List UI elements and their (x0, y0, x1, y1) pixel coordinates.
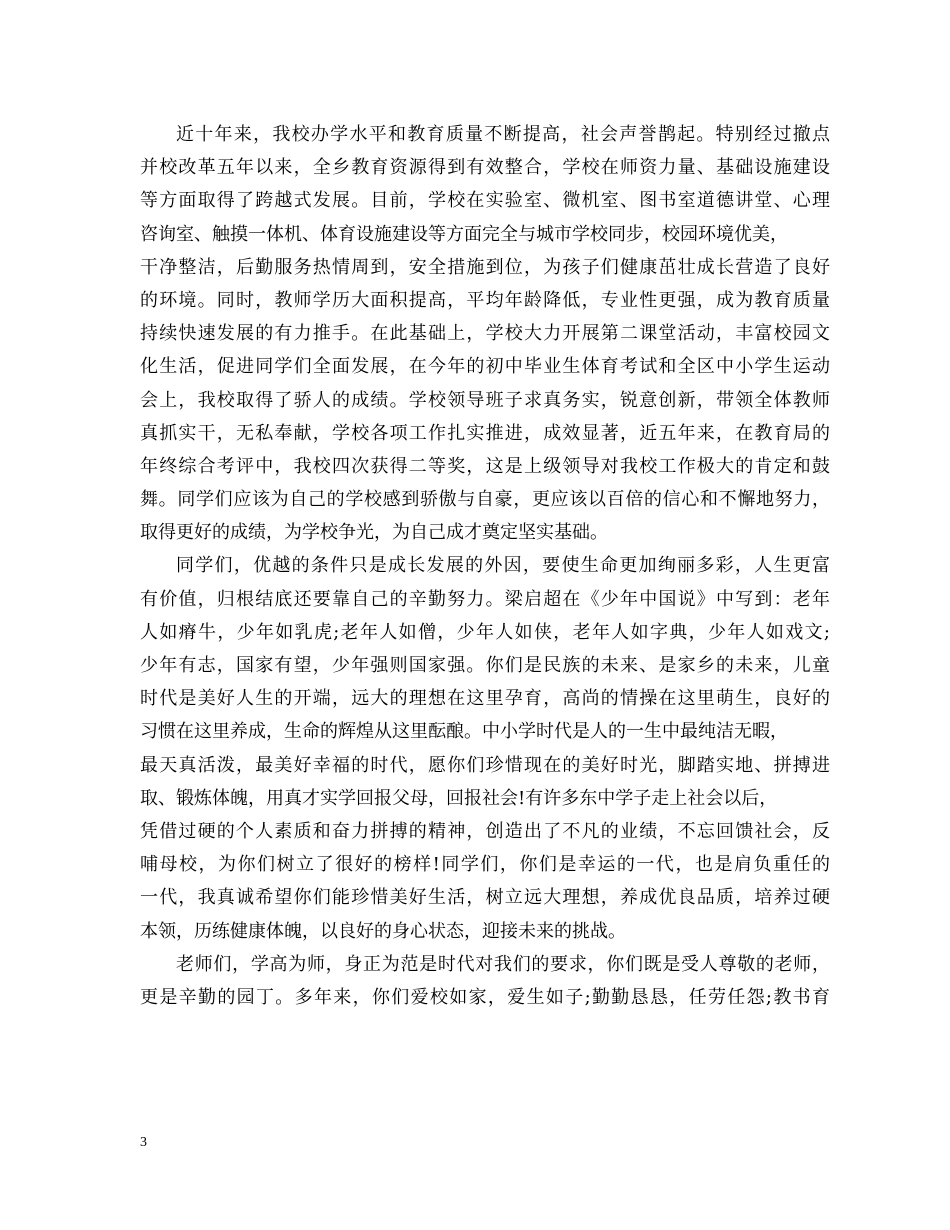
text-line: 凭借过硬的个人素质和奋力拼搏的精神，创造出了不凡的业绩，不忘回馈社会，反 (140, 820, 830, 842)
text-line: 有价值，归根结底还要靠自己的辛勤努力。梁启超在《少年中国说》中写到：老年 (140, 588, 830, 610)
text-line: 同学们，优越的条件只是成长发展的外因，要使生命更加绚丽多彩，人生更富 (176, 555, 830, 577)
page-number: 3 (140, 1135, 147, 1150)
text-line: 真抓实干，无私奉献，学校各项工作扎实推进，成效显著，近五年来，在教育局的 (140, 422, 830, 444)
text-line: 更是辛勤的园丁。多年来，你们爱校如家，爱生如子;勤勤恳恳，任劳任怨;教书育 (140, 986, 830, 1008)
text-line: 干净整洁，后勤服务热情周到，安全措施到位，为孩子们健康茁壮成长营造了良好 (140, 256, 830, 278)
text-line: 会上，我校取得了骄人的成绩。学校领导班子求真务实，锐意创新，带领全体教师 (140, 389, 830, 411)
text-line: 取、锻炼体魄，用真才实学回报父母，回报社会!有许多东中学子走上社会以后， (140, 787, 778, 809)
text-line: 舞。同学们应该为自己的学校感到骄傲与自豪，更应该以百倍的信心和不懈地努力， (140, 489, 830, 511)
body-text (140, 118, 830, 1014)
text-line: 咨询室、触摸一体机、体育设施建设等方面完全与城市学校同步，校园环境优美， (140, 223, 788, 245)
text-line: 化生活，促进同学们全面发展，在今年的初中毕业生体育考试和全区中小学生运动 (140, 356, 830, 378)
text-line: 老师们，学高为师，身正为范是时代对我们的要求，你们既是受人尊敬的老师， (176, 953, 830, 975)
text-line: 最天真活泼，最美好幸福的时代，愿你们珍惜现在的美好时光，脚踏实地、拼搏进 (140, 754, 830, 776)
text-line: 并校改革五年以来，全乡教育资源得到有效整合，学校在师资力量、基础设施建设 (140, 157, 830, 179)
text-line: 取得更好的成绩，为学校争光，为自己成才奠定坚实基础。 (140, 522, 608, 544)
text-line: 本领，历练健康体魄，以良好的身心状态，迎接未来的挑战。 (140, 920, 626, 942)
text-line: 少年有志，国家有望，少年强则国家强。你们是民族的未来、是家乡的未来，儿童 (140, 655, 830, 676)
text-line: 持续快速发展的有力推手。在此基础上，学校大力开展第二课堂活动，丰富校园文 (140, 323, 830, 345)
text-line: 一代，我真诚希望你们能珍惜美好生活，树立远大理想，养成优良品质，培养过硬 (140, 887, 830, 909)
text-line: 时代是美好人生的开端，远大的理想在这里孕育，高尚的情操在这里萌生，良好的 (140, 688, 830, 710)
text-line: 哺母校，为你们树立了很好的榜样!同学们，你们是幸运的一代，也是肩负重任的 (140, 854, 830, 876)
text-line: 等方面取得了跨越式发展。目前，学校在实验室、微机室、图书室道德讲堂、心理 (140, 190, 830, 212)
text-line: 人如瘠牛，少年如乳虎;老年人如僧，少年人如侠，老年人如字典，少年人如戏文; (140, 621, 830, 643)
text-line: 的环境。同时，教师学历大面积提高，平均年龄降低，专业性更强，成为教育质量 (140, 289, 830, 311)
text-line: 习惯在这里养成，生命的辉煌从这里酝酿。中小学时代是人的一生中最纯洁无暇， (140, 721, 788, 743)
text-line: 近十年来，我校办学水平和教育质量不断提高，社会声誉鹊起。特别经过撤点 (176, 124, 830, 145)
text-line: 年终综合考评中，我校四次获得二等奖，这是上级领导对我校工作极大的肯定和鼓 (140, 455, 830, 477)
